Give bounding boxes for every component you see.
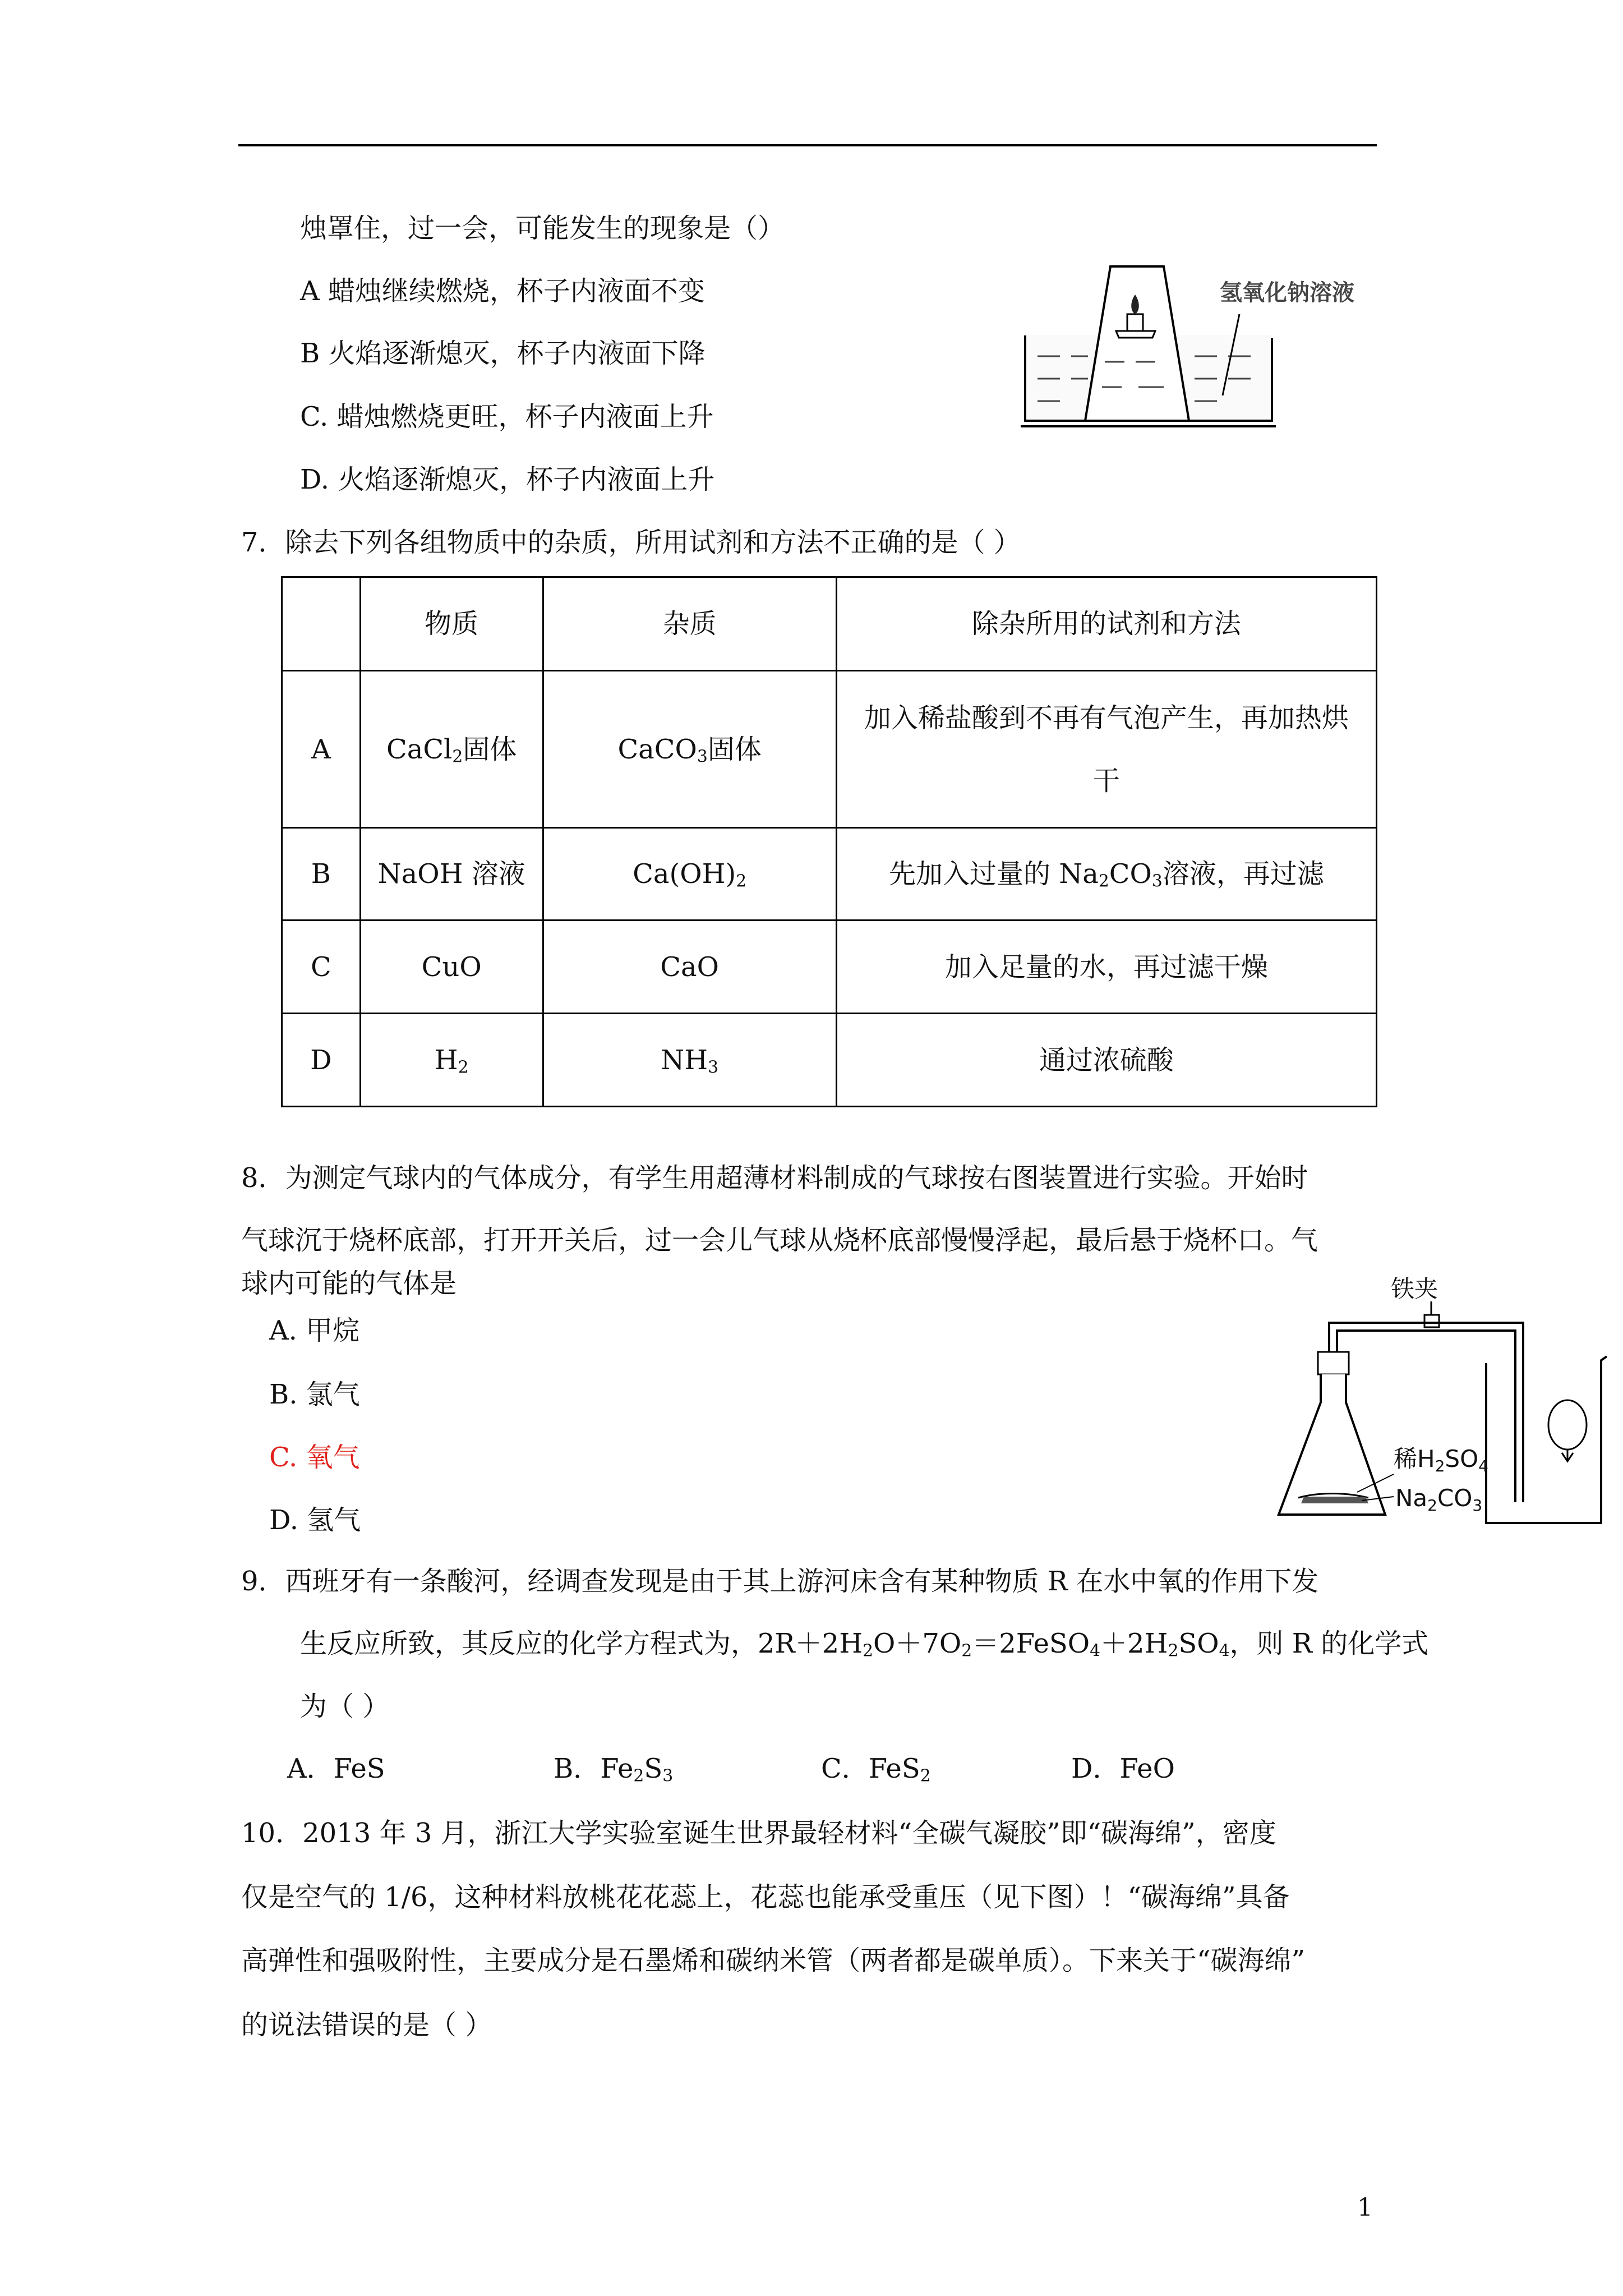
row-impurity: CaCO$_3$固体 xyxy=(543,671,836,828)
flask-balloon-figure xyxy=(1273,1268,1615,1526)
q9-stem-line3: 为（ ） xyxy=(300,1691,390,1722)
table-row xyxy=(282,671,1377,828)
q6-option-c: C. 蜡烛燃烧更旺，杯子内液面上升 xyxy=(300,401,714,432)
q8-option-d: D. 氢气 xyxy=(269,1504,361,1536)
q10-stem-line1: 10．2013 年 3 月，浙江大学实验室诞生世界最轻材料“全碳气凝胶”即“碳海绵”，密度 xyxy=(241,1818,1276,1849)
q9-stem-line1: 9．西班牙有一条酸河，经调查发现是由于其上游河床含有某种物质 R 在水中氧的作用下发 xyxy=(241,1566,1319,1597)
q8-stem-line2: 气球沉于烧杯底部，打开开关后，过一会儿气球从烧杯底部慢慢浮起，最后悬于烧杯口。气 xyxy=(241,1225,1318,1256)
row-impurity: CaO xyxy=(543,921,836,1014)
q9-option-a: A．FeS xyxy=(287,1753,385,1784)
header-rule xyxy=(238,144,1377,146)
q6-continuation: 烛罩住，过一会，可能发生的现象是（） xyxy=(300,213,785,244)
q9-option-c: C．FeS$_2$ xyxy=(821,1753,931,1786)
q8-option-c-answer: C. 氧气 xyxy=(269,1442,360,1473)
row-key: B xyxy=(282,828,361,921)
q10-stem-line2: 仅是空气的 1/6，这种材料放桃花花蕊上，花蕊也能承受重压（见下图）！“碳海绵”具备 xyxy=(241,1881,1290,1913)
naoh-solution-label: 氢氧化钠溶液 xyxy=(1220,280,1354,306)
q8-stem-line3: 球内可能的气体是 xyxy=(241,1268,457,1299)
header-cell-blank xyxy=(282,577,361,671)
row-method: 先加入过量的 $Na_2CO_3$溶液，再过滤 xyxy=(836,828,1376,921)
q10-stem-line4: 的说法错误的是（ ） xyxy=(241,2009,492,2041)
row-method-line2: 干 xyxy=(1092,765,1120,797)
row-method: 加入足量的水，再过滤干燥 xyxy=(836,921,1376,1014)
candle-trough-figure xyxy=(1026,258,1354,449)
q9-option-d: D．FeO xyxy=(1071,1753,1175,1784)
row-substance: CaCl$_2$固体 xyxy=(360,671,543,828)
q6-option-a: A 蜡烛继续燃烧，杯子内液面不变 xyxy=(300,275,705,307)
row-key: C xyxy=(282,921,361,1014)
table-row xyxy=(282,921,1377,1014)
row-impurity: $NH_3$ xyxy=(543,1014,836,1107)
header-cell-method: 除杂所用的试剂和方法 xyxy=(836,577,1376,671)
row-substance: CuO xyxy=(360,921,543,1014)
q9-option-b: B．$Fe_2S_3$ xyxy=(554,1753,674,1786)
q6-option-d: D. 火焰逐渐熄灭，杯子内液面上升 xyxy=(300,464,715,495)
dilute-acid-label: 稀H2SO4 xyxy=(1394,1445,1488,1475)
row-method-line1: 加入稀盐酸到不再有气泡产生，再加热烘 xyxy=(864,702,1349,734)
q7-stem: 7．除去下列各组物质中的杂质，所用试剂和方法不正确的是（ ） xyxy=(241,527,1021,558)
sodium-carbonate-label: Na2CO3 xyxy=(1395,1484,1483,1515)
q8-stem-line1: 8．为测定气球内的气体成分，有学生用超薄材料制成的气球按右图装置进行实验。开始时 xyxy=(241,1162,1308,1194)
q6-option-b: B 火焰逐渐熄灭，杯子内液面下降 xyxy=(300,338,706,369)
header-cell-impurity: 杂质 xyxy=(543,577,836,671)
row-substance: $H_2$ xyxy=(360,1014,543,1107)
table-header-row xyxy=(282,577,1377,671)
header-cell-substance: 物质 xyxy=(360,577,543,671)
row-method xyxy=(836,671,1376,828)
iron-clamp-label: 铁夹 xyxy=(1391,1275,1438,1303)
q8-option-a: A. 甲烷 xyxy=(269,1315,360,1346)
page-number: 1 xyxy=(1357,2193,1373,2222)
table-row xyxy=(282,1014,1377,1107)
q8-option-b: B. 氯气 xyxy=(269,1379,360,1410)
row-method: 通过浓硫酸 xyxy=(836,1014,1376,1107)
row-substance: NaOH 溶液 xyxy=(360,828,543,921)
table-row xyxy=(282,828,1377,921)
q9-stem-line2: 生反应所致，其反应的化学方程式为，$2R+2H_2O+7O_2=2FeSO_4+2H_2SO_4$，则 R 的化学式 xyxy=(300,1628,1429,1661)
row-impurity: $Ca(OH)_2$ xyxy=(543,828,836,921)
row-key: A xyxy=(282,671,361,828)
q10-stem-line3: 高弹性和强吸附性，主要成分是石墨烯和碳纳米管（两者都是碳单质）。下来关于“碳海绵” xyxy=(241,1945,1306,1976)
q7-table xyxy=(281,576,1377,1107)
row-key: D xyxy=(282,1014,361,1107)
